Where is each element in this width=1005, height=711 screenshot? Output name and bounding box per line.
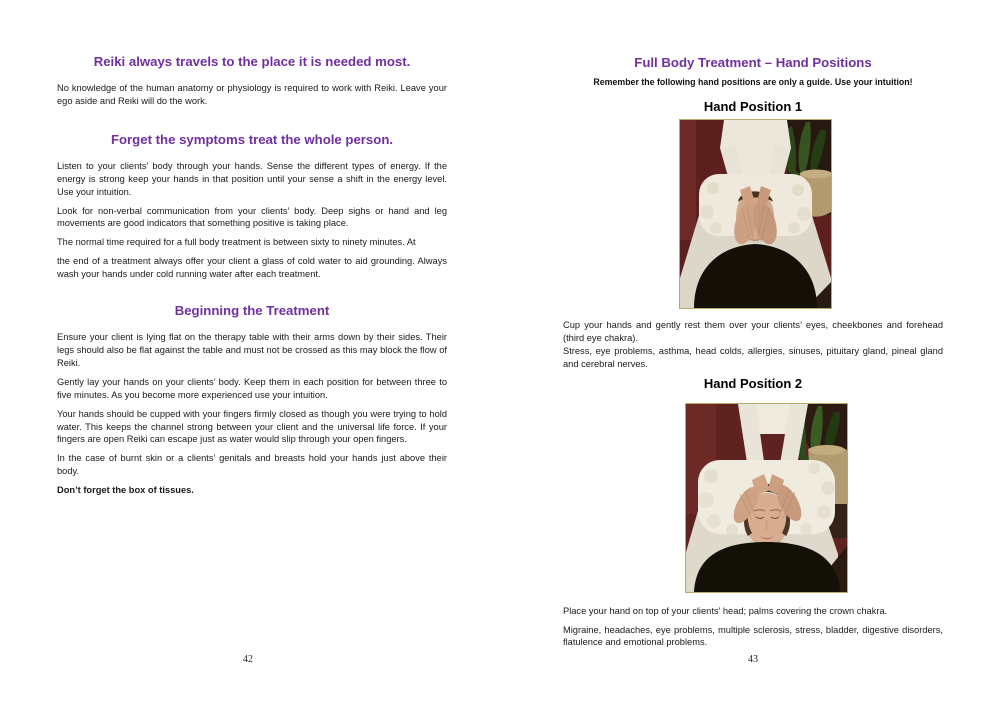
page-43 xyxy=(502,0,1005,711)
paragraph: No knowledge of the human anatomy or physiology is required to work with Reiki. Leave your ego aside and Reiki will do the work. xyxy=(57,83,447,106)
hand-position-1-illustration xyxy=(680,120,831,308)
page-42-content xyxy=(57,54,447,497)
page-title: Full Body Treatment – Hand Positions xyxy=(634,55,872,70)
paragraph: Gently lay your hands on your clients’ body. Keep them in each position for between three to five minutes. As you become more experienced use your intuition. xyxy=(57,376,447,400)
paragraph: the end of a treatment always offer your client a glass of cold water to aid grounding. Always wash your hands under cold running water after each treatment. xyxy=(57,256,447,280)
paragraph: Listen to your clients’ body through your hands. Sense the different types of energy. If the energy is strong keep your hands in that position until your sense a shift in the energy level. Use your intuition. xyxy=(57,160,447,197)
paragraph: In the case of burnt skin or a clients’ genitals and breasts hold your hands just above their body. xyxy=(57,453,447,477)
caption-line: Cup your hands and gently rest them over your clients’ eyes, cheekbones and forehead (third eye chakra). xyxy=(563,320,943,343)
hand-position-2-illustration xyxy=(686,404,847,592)
caption-line: Stress, eye problems, asthma, head colds, allergies, sinuses, pituitary gland, pineal gland and cerebral nerves. xyxy=(563,345,943,369)
section-heading-beginning-treatment: Beginning the Treatment xyxy=(174,303,330,319)
paragraph: The normal time required for a full body treatment is between sixty to ninety minutes. At xyxy=(57,237,416,248)
hand-position-2-heading: Hand Position 2 xyxy=(703,375,803,391)
paragraph: Look for non-verbal communication from your clients’ body. Deep sighs or hand and leg movements are good indicators that something positive is taking place. xyxy=(57,205,447,229)
caption-line: Place your hand on top of your clients’ head; palms covering the crown chakra. xyxy=(563,605,888,616)
page-number-42: 42 xyxy=(243,654,253,665)
paragraph: Your hands should be cupped with your fingers firmly closed as though you were trying to hold water. This keeps the channel strong between your client and the universal life force. If your fingers are open Reiki can escape just as water would slip through your open fingers. xyxy=(57,408,447,445)
page-42 xyxy=(0,0,502,711)
page-subtitle: Remember the following hand positions are only a guide. Use your intuition! xyxy=(593,77,913,87)
hand-position-1-caption xyxy=(563,319,943,371)
section-heading-forget-symptoms: Forget the symptoms treat the whole person. xyxy=(110,131,394,147)
tissues-note: Don’t forget the box of tissues. xyxy=(57,485,194,496)
hand-position-1-heading: Hand Position 1 xyxy=(703,99,803,114)
page-43-content xyxy=(563,55,943,649)
hand-position-1-photo xyxy=(679,119,832,309)
paragraph: Ensure your client is lying flat on the therapy table with their arms down by their sides. Their legs should also be flat against the table and must not be crossed as this may block the flow of Reiki. xyxy=(57,332,447,368)
hand-position-2-photo xyxy=(685,403,848,593)
caption-line: Migraine, headaches, eye problems, multiple sclerosis, stress, bladder, digestive disorders, flatulence and emotional problems. xyxy=(563,624,943,648)
section-heading-reiki-travels: Reiki always travels to the place it is needed most. xyxy=(93,54,411,69)
page-number-43: 43 xyxy=(748,654,758,665)
